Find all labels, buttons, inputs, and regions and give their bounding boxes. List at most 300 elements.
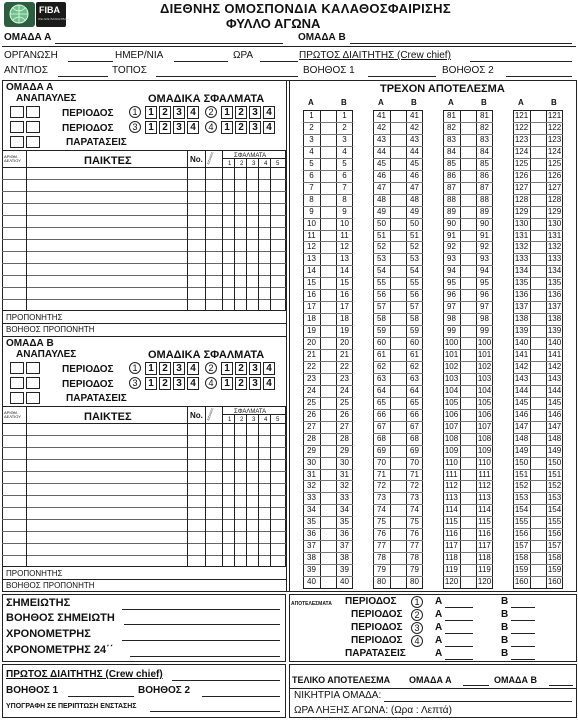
score-number[interactable]: 2 xyxy=(309,122,314,132)
score-number[interactable]: 118 xyxy=(478,553,491,563)
score-number[interactable]: 40 xyxy=(340,577,349,586)
score-number[interactable]: 10 xyxy=(340,218,349,228)
score-number[interactable]: 11 xyxy=(307,230,316,240)
score-number[interactable]: 65 xyxy=(410,397,419,407)
team-a-foul-p3-3[interactable]: 3 xyxy=(173,121,185,134)
score-number[interactable]: 8 xyxy=(309,194,314,204)
score-number[interactable]: 7 xyxy=(309,182,314,192)
score-number[interactable]: 141 xyxy=(547,350,562,359)
score-number[interactable]: 15 xyxy=(307,278,316,288)
team-b-foul-p3-3[interactable]: 3 xyxy=(173,377,185,390)
score-number[interactable]: 107 xyxy=(477,421,492,431)
score-number[interactable]: 48 xyxy=(410,194,419,204)
score-number[interactable]: 82 xyxy=(447,122,456,132)
score-number[interactable]: 81 xyxy=(447,111,456,120)
score-number[interactable]: 152 xyxy=(514,481,529,491)
score-number[interactable]: 91 xyxy=(447,230,456,240)
score-number[interactable]: 85 xyxy=(447,158,456,168)
score-number[interactable]: 75 xyxy=(377,517,386,527)
score-number[interactable]: 147 xyxy=(547,421,562,431)
score-number[interactable]: 136 xyxy=(547,290,562,300)
score-number[interactable]: 66 xyxy=(410,409,419,419)
score-number[interactable]: 45 xyxy=(410,158,419,168)
team-a-foul-p3-1[interactable]: 1 xyxy=(145,121,157,134)
score-number[interactable]: 36 xyxy=(340,529,349,539)
score-number[interactable]: 118 xyxy=(445,553,458,563)
score-number[interactable]: 114 xyxy=(478,505,491,515)
score-number[interactable]: 88 xyxy=(480,194,489,204)
team-b-foul-p4-1[interactable]: 1 xyxy=(221,377,233,390)
score-number[interactable]: 29 xyxy=(307,445,316,455)
final-team-b-line[interactable] xyxy=(549,685,573,686)
score-number[interactable]: 114 xyxy=(445,505,458,515)
score-number[interactable]: 87 xyxy=(480,182,489,192)
score-number[interactable]: 93 xyxy=(480,254,489,264)
score-number[interactable]: 141 xyxy=(514,350,529,359)
score-number[interactable]: 96 xyxy=(480,290,489,300)
score-number[interactable]: 54 xyxy=(410,266,419,276)
score-number[interactable]: 40 xyxy=(307,577,316,586)
score-number[interactable]: 8 xyxy=(342,194,347,204)
score-number[interactable]: 50 xyxy=(377,218,386,228)
team-a-foul-p1-3[interactable]: 3 xyxy=(173,106,185,119)
score-number[interactable]: 124 xyxy=(514,146,529,156)
score-number[interactable]: 37 xyxy=(340,541,349,551)
team-b-foul-p3-2[interactable]: 2 xyxy=(159,377,171,390)
score-number[interactable]: 149 xyxy=(514,445,529,455)
result-a-line[interactable] xyxy=(445,620,473,621)
team-b-foul-p3-4[interactable]: 4 xyxy=(187,377,199,390)
score-number[interactable]: 58 xyxy=(410,314,419,324)
score-number[interactable]: 131 xyxy=(547,230,562,240)
protest-signature-line[interactable] xyxy=(150,711,280,712)
score-number[interactable]: 127 xyxy=(547,182,562,192)
organizer-line[interactable] xyxy=(68,61,113,62)
result-b-line[interactable] xyxy=(511,659,535,660)
team-a-foul-p1-4[interactable]: 4 xyxy=(187,106,199,119)
score-number[interactable]: 74 xyxy=(410,505,419,515)
score-number[interactable]: 116 xyxy=(445,529,458,539)
score-number[interactable]: 104 xyxy=(477,385,492,395)
score-number[interactable]: 122 xyxy=(547,122,562,132)
score-number[interactable]: 3 xyxy=(342,134,347,144)
score-number[interactable]: 10 xyxy=(307,218,316,228)
score-number[interactable]: 21 xyxy=(307,350,316,359)
score-number[interactable]: 132 xyxy=(547,242,562,252)
score-number[interactable]: 83 xyxy=(447,134,456,144)
score-number[interactable]: 74 xyxy=(377,505,386,515)
score-number[interactable]: 25 xyxy=(307,397,316,407)
score-number[interactable]: 100 xyxy=(444,338,459,347)
score-number[interactable]: 56 xyxy=(377,290,386,300)
score-number[interactable]: 90 xyxy=(447,218,456,228)
score-number[interactable]: 146 xyxy=(547,409,562,419)
score-number[interactable]: 104 xyxy=(444,385,459,395)
team-a-foul-p4-2[interactable]: 2 xyxy=(235,121,247,134)
team-b-foul-p1-2[interactable]: 2 xyxy=(159,362,171,375)
score-number[interactable]: 119 xyxy=(445,565,458,575)
score-number[interactable]: 26 xyxy=(340,409,349,419)
score-number[interactable]: 6 xyxy=(309,170,314,180)
score-number[interactable]: 144 xyxy=(547,385,562,395)
score-number[interactable]: 133 xyxy=(514,254,529,264)
score-number[interactable]: 69 xyxy=(377,445,386,455)
team-b-player-grid[interactable] xyxy=(2,406,286,567)
score-number[interactable]: 106 xyxy=(444,409,459,419)
score-number[interactable]: 58 xyxy=(377,314,386,324)
score-number[interactable]: 22 xyxy=(307,361,316,371)
score-number[interactable]: 101 xyxy=(477,350,492,359)
score-number[interactable]: 145 xyxy=(547,397,562,407)
score-number[interactable]: 84 xyxy=(447,146,456,156)
score-number[interactable]: 98 xyxy=(447,314,456,324)
score-number[interactable]: 110 xyxy=(478,457,491,467)
score-number[interactable]: 24 xyxy=(340,385,349,395)
score-number[interactable]: 158 xyxy=(547,553,562,563)
score-number[interactable]: 31 xyxy=(340,469,349,479)
shot-clock-line[interactable] xyxy=(130,656,280,657)
score-number[interactable]: 139 xyxy=(547,326,562,336)
score-number[interactable]: 159 xyxy=(514,565,529,575)
score-number[interactable]: 34 xyxy=(307,505,316,515)
score-number[interactable]: 43 xyxy=(377,134,386,144)
score-number[interactable]: 147 xyxy=(514,421,529,431)
score-number[interactable]: 89 xyxy=(480,206,489,216)
team-b-foul-p1-4[interactable]: 4 xyxy=(187,362,199,375)
running-score-area[interactable] xyxy=(303,98,569,590)
score-number[interactable]: 54 xyxy=(377,266,386,276)
score-number[interactable]: 64 xyxy=(377,385,386,395)
score-number[interactable]: 65 xyxy=(377,397,386,407)
score-number[interactable]: 135 xyxy=(547,278,562,288)
result-b-line[interactable] xyxy=(511,646,535,647)
score-number[interactable]: 96 xyxy=(447,290,456,300)
score-number[interactable]: 68 xyxy=(410,433,419,443)
score-number[interactable]: 113 xyxy=(478,493,491,503)
score-number[interactable]: 106 xyxy=(477,409,492,419)
score-number[interactable]: 14 xyxy=(340,266,349,276)
score-number[interactable]: 123 xyxy=(547,134,562,144)
score-number[interactable]: 28 xyxy=(340,433,349,443)
result-a-line[interactable] xyxy=(445,646,473,647)
score-number[interactable]: 86 xyxy=(447,170,456,180)
team-b-line[interactable] xyxy=(350,43,572,44)
result-b-line[interactable] xyxy=(511,633,535,634)
score-number[interactable]: 15 xyxy=(340,278,349,288)
team-a-timeout-5[interactable] xyxy=(26,136,40,148)
score-number[interactable]: 12 xyxy=(307,242,316,252)
umpire2-line[interactable] xyxy=(506,76,572,77)
score-number[interactable]: 52 xyxy=(377,242,386,252)
team-a-line[interactable] xyxy=(55,43,283,44)
score-number[interactable]: 94 xyxy=(447,266,456,276)
score-number[interactable]: 122 xyxy=(514,122,529,132)
score-number[interactable]: 5 xyxy=(342,158,347,168)
score-number[interactable]: 115 xyxy=(445,517,458,527)
score-number[interactable]: 4 xyxy=(309,146,314,156)
score-number[interactable]: 45 xyxy=(377,158,386,168)
score-number[interactable]: 72 xyxy=(377,481,386,491)
score-number[interactable]: 138 xyxy=(547,314,562,324)
score-number[interactable]: 35 xyxy=(307,517,316,527)
score-number[interactable]: 52 xyxy=(410,242,419,252)
score-number[interactable]: 126 xyxy=(547,170,562,180)
score-number[interactable]: 71 xyxy=(410,469,419,479)
score-number[interactable]: 80 xyxy=(377,577,386,586)
game-no-line[interactable] xyxy=(58,76,108,77)
score-number[interactable]: 13 xyxy=(340,254,349,264)
score-number[interactable]: 145 xyxy=(514,397,529,407)
team-b-foul-p4-3[interactable]: 3 xyxy=(249,377,261,390)
score-number[interactable]: 30 xyxy=(340,457,349,467)
score-number[interactable]: 108 xyxy=(444,433,459,443)
score-number[interactable]: 129 xyxy=(514,206,529,216)
score-number[interactable]: 148 xyxy=(547,433,562,443)
score-number[interactable]: 9 xyxy=(342,206,347,216)
team-a-timeout-2[interactable] xyxy=(26,106,40,118)
score-number[interactable]: 32 xyxy=(340,481,349,491)
score-number[interactable]: 132 xyxy=(514,242,529,252)
score-number[interactable]: 82 xyxy=(480,122,489,132)
score-number[interactable]: 151 xyxy=(514,469,529,479)
score-number[interactable]: 6 xyxy=(342,170,347,180)
score-number[interactable]: 81 xyxy=(480,111,489,120)
score-number[interactable]: 99 xyxy=(480,326,489,336)
score-number[interactable]: 142 xyxy=(514,361,529,371)
result-a-line[interactable] xyxy=(445,607,473,608)
score-number[interactable]: 134 xyxy=(547,266,562,276)
score-number[interactable]: 143 xyxy=(547,373,562,383)
score-number[interactable]: 9 xyxy=(309,206,314,216)
score-number[interactable]: 98 xyxy=(480,314,489,324)
score-number[interactable]: 121 xyxy=(547,111,562,120)
score-number[interactable]: 79 xyxy=(377,565,386,575)
score-number[interactable]: 46 xyxy=(410,170,419,180)
score-number[interactable]: 61 xyxy=(377,350,386,359)
score-number[interactable]: 11 xyxy=(340,230,349,240)
score-number[interactable]: 62 xyxy=(410,361,419,371)
score-number[interactable]: 160 xyxy=(547,577,562,586)
score-number[interactable]: 101 xyxy=(444,350,459,359)
score-number[interactable]: 144 xyxy=(514,385,529,395)
score-number[interactable]: 29 xyxy=(340,445,349,455)
score-number[interactable]: 56 xyxy=(410,290,419,300)
score-number[interactable]: 110 xyxy=(445,457,458,467)
team-b-timeout-5[interactable] xyxy=(26,392,40,404)
score-number[interactable]: 128 xyxy=(514,194,529,204)
score-number[interactable]: 88 xyxy=(447,194,456,204)
score-number[interactable]: 18 xyxy=(340,314,349,324)
score-number[interactable]: 41 xyxy=(377,111,386,120)
score-number[interactable]: 117 xyxy=(478,541,491,551)
score-number[interactable]: 103 xyxy=(444,373,459,383)
score-number[interactable]: 84 xyxy=(480,146,489,156)
score-number[interactable]: 28 xyxy=(307,433,316,443)
team-b-foul-p3-1[interactable]: 1 xyxy=(145,377,157,390)
score-number[interactable]: 80 xyxy=(410,577,419,586)
team-b-timeout-2[interactable] xyxy=(26,362,40,374)
score-number[interactable]: 92 xyxy=(447,242,456,252)
score-number[interactable]: 150 xyxy=(514,457,529,467)
result-a-line[interactable] xyxy=(445,633,473,634)
score-number[interactable]: 156 xyxy=(547,529,562,539)
score-number[interactable]: 158 xyxy=(514,553,529,563)
score-number[interactable]: 64 xyxy=(410,385,419,395)
score-number[interactable]: 47 xyxy=(410,182,419,192)
score-number[interactable]: 67 xyxy=(377,421,386,431)
score-number[interactable]: 37 xyxy=(307,541,316,551)
score-number[interactable]: 2 xyxy=(342,122,347,132)
score-number[interactable]: 71 xyxy=(377,469,386,479)
score-number[interactable]: 116 xyxy=(478,529,491,539)
score-number[interactable]: 90 xyxy=(480,218,489,228)
score-number[interactable]: 102 xyxy=(444,361,459,371)
score-number[interactable]: 133 xyxy=(547,254,562,264)
score-number[interactable]: 140 xyxy=(547,338,562,347)
score-number[interactable]: 63 xyxy=(410,373,419,383)
score-number[interactable]: 109 xyxy=(444,445,459,455)
score-number[interactable]: 73 xyxy=(410,493,419,503)
score-number[interactable]: 155 xyxy=(514,517,529,527)
score-number[interactable]: 46 xyxy=(377,170,386,180)
score-number[interactable]: 83 xyxy=(480,134,489,144)
score-number[interactable]: 156 xyxy=(514,529,529,539)
score-number[interactable]: 1 xyxy=(342,111,347,120)
score-number[interactable]: 53 xyxy=(377,254,386,264)
score-number[interactable]: 59 xyxy=(410,326,419,336)
bottom-umpire2-line[interactable] xyxy=(202,696,280,697)
score-number[interactable]: 30 xyxy=(307,457,316,467)
score-number[interactable]: 86 xyxy=(480,170,489,180)
score-number[interactable]: 73 xyxy=(377,493,386,503)
score-number[interactable]: 35 xyxy=(340,517,349,527)
score-number[interactable]: 4 xyxy=(342,146,347,156)
score-number[interactable]: 60 xyxy=(377,338,386,347)
score-number[interactable]: 138 xyxy=(514,314,529,324)
team-a-foul-p2-4[interactable]: 4 xyxy=(263,106,275,119)
team-b-foul-p4-4[interactable]: 4 xyxy=(263,377,275,390)
score-number[interactable]: 49 xyxy=(410,206,419,216)
score-number[interactable]: 33 xyxy=(307,493,316,503)
score-number[interactable]: 51 xyxy=(377,230,386,240)
score-number[interactable]: 59 xyxy=(377,326,386,336)
score-number[interactable]: 115 xyxy=(478,517,491,527)
team-b-foul-p2-3[interactable]: 3 xyxy=(249,362,261,375)
score-number[interactable]: 87 xyxy=(447,182,456,192)
score-number[interactable]: 130 xyxy=(547,218,562,228)
team-b-timeout-4[interactable] xyxy=(26,377,40,389)
score-number[interactable]: 62 xyxy=(377,361,386,371)
score-number[interactable]: 77 xyxy=(377,541,386,551)
score-number[interactable]: 154 xyxy=(514,505,529,515)
score-number[interactable]: 23 xyxy=(340,373,349,383)
score-number[interactable]: 102 xyxy=(477,361,492,371)
score-number[interactable]: 39 xyxy=(340,565,349,575)
score-number[interactable]: 95 xyxy=(447,278,456,288)
score-number[interactable]: 41 xyxy=(410,111,419,120)
team-a-foul-p3-4[interactable]: 4 xyxy=(187,121,199,134)
score-number[interactable]: 5 xyxy=(309,158,314,168)
score-number[interactable]: 23 xyxy=(307,373,316,383)
score-number[interactable]: 92 xyxy=(480,242,489,252)
score-number[interactable]: 16 xyxy=(307,290,316,300)
score-number[interactable]: 14 xyxy=(307,266,316,276)
score-number[interactable]: 19 xyxy=(340,326,349,336)
score-number[interactable]: 94 xyxy=(480,266,489,276)
team-a-player-grid[interactable] xyxy=(2,150,286,311)
team-b-timeout-1[interactable] xyxy=(10,362,24,374)
score-number[interactable]: 39 xyxy=(307,565,316,575)
score-number[interactable]: 70 xyxy=(410,457,419,467)
team-a-foul-p3-2[interactable]: 2 xyxy=(159,121,171,134)
score-number[interactable]: 12 xyxy=(340,242,349,252)
score-number[interactable]: 131 xyxy=(514,230,529,240)
score-number[interactable]: 68 xyxy=(377,433,386,443)
team-b-foul-p1-1[interactable]: 1 xyxy=(145,362,157,375)
score-number[interactable]: 105 xyxy=(444,397,459,407)
score-number[interactable]: 22 xyxy=(340,361,349,371)
score-number[interactable]: 143 xyxy=(514,373,529,383)
score-number[interactable]: 107 xyxy=(444,421,459,431)
score-number[interactable]: 113 xyxy=(445,493,458,503)
team-b-timeout-3[interactable] xyxy=(10,377,24,389)
team-a-foul-p1-2[interactable]: 2 xyxy=(159,106,171,119)
score-number[interactable]: 120 xyxy=(477,577,492,586)
score-number[interactable]: 19 xyxy=(307,326,316,336)
score-number[interactable]: 55 xyxy=(377,278,386,288)
score-number[interactable]: 153 xyxy=(547,493,562,503)
score-number[interactable]: 78 xyxy=(410,553,419,563)
score-number[interactable]: 97 xyxy=(447,302,456,312)
score-number[interactable]: 34 xyxy=(340,505,349,515)
score-number[interactable]: 76 xyxy=(410,529,419,539)
score-number[interactable]: 60 xyxy=(410,338,419,347)
score-number[interactable]: 21 xyxy=(340,350,349,359)
score-number[interactable]: 25 xyxy=(340,397,349,407)
score-number[interactable]: 125 xyxy=(514,158,529,168)
score-number[interactable]: 130 xyxy=(514,218,529,228)
score-number[interactable]: 75 xyxy=(410,517,419,527)
score-number[interactable]: 20 xyxy=(340,338,349,347)
score-number[interactable]: 112 xyxy=(445,481,458,491)
score-number[interactable]: 66 xyxy=(377,409,386,419)
score-number[interactable]: 149 xyxy=(547,445,562,455)
crew-chief-line[interactable] xyxy=(470,61,572,62)
score-number[interactable]: 134 xyxy=(514,266,529,276)
score-number[interactable]: 42 xyxy=(377,122,386,132)
score-number[interactable]: 139 xyxy=(514,326,529,336)
team-a-foul-p4-4[interactable]: 4 xyxy=(263,121,275,134)
score-number[interactable]: 112 xyxy=(478,481,491,491)
score-number[interactable]: 136 xyxy=(514,290,529,300)
score-number[interactable]: 154 xyxy=(547,505,562,515)
score-number[interactable]: 152 xyxy=(547,481,562,491)
score-number[interactable]: 7 xyxy=(342,182,347,192)
team-b-foul-p4-2[interactable]: 2 xyxy=(235,377,247,390)
score-number[interactable]: 127 xyxy=(514,182,529,192)
score-number[interactable]: 100 xyxy=(477,338,492,347)
score-number[interactable]: 119 xyxy=(478,565,491,575)
score-number[interactable]: 47 xyxy=(377,182,386,192)
score-number[interactable]: 43 xyxy=(410,134,419,144)
score-number[interactable]: 129 xyxy=(547,206,562,216)
team-a-foul-p1-1[interactable]: 1 xyxy=(145,106,157,119)
bottom-umpire1-line[interactable] xyxy=(68,696,134,697)
team-a-foul-p2-2[interactable]: 2 xyxy=(235,106,247,119)
result-a-line[interactable] xyxy=(445,659,473,660)
score-number[interactable]: 70 xyxy=(377,457,386,467)
score-number[interactable]: 105 xyxy=(477,397,492,407)
